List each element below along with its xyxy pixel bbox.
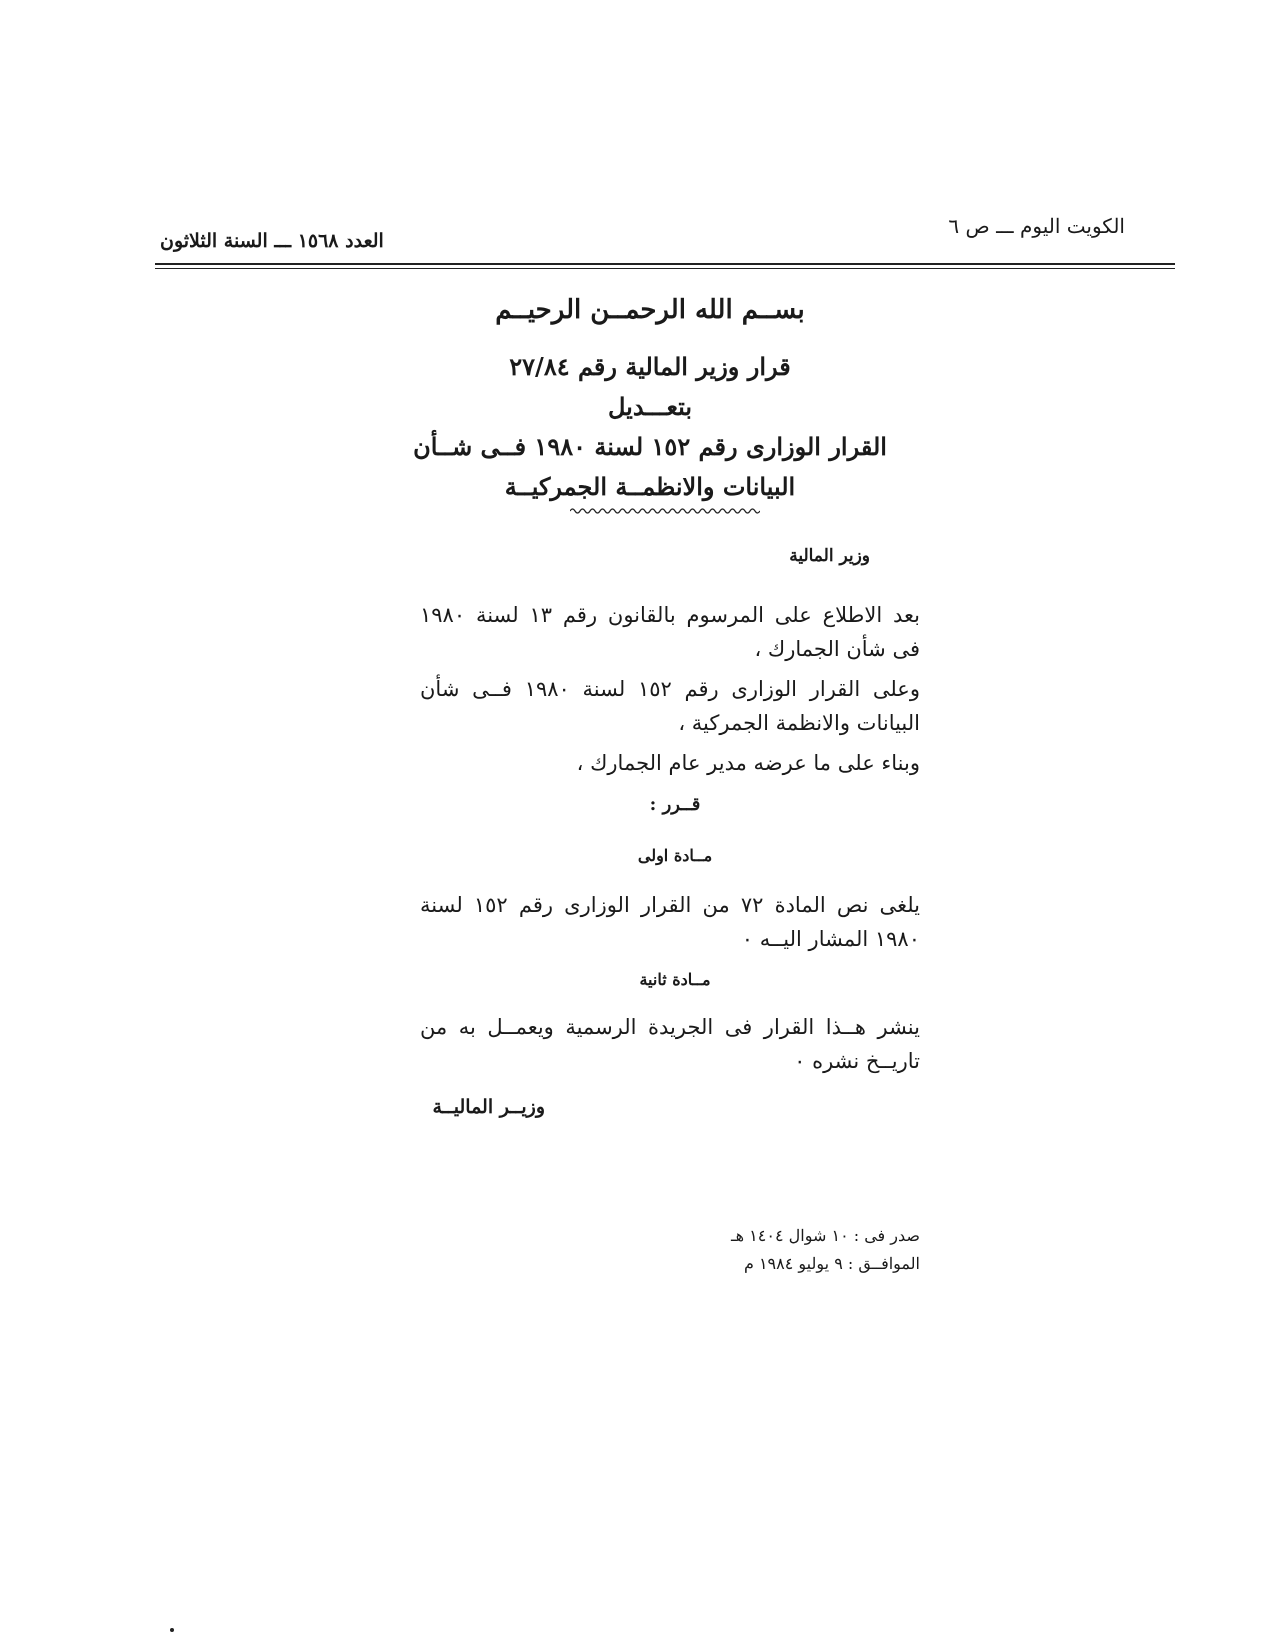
issue-date-hijri: صدر فى : ١٠ شوال ١٤٠٤ هـ	[730, 1226, 920, 1245]
header-issue: العدد ١٥٦٨ ـــ السنة الثلاثون	[160, 230, 384, 252]
header-rule-thin	[155, 268, 1175, 269]
decision-title: قرار وزير المالية رقم ٢٧/٨٤	[509, 352, 791, 381]
scan-speck	[170, 1628, 174, 1632]
article-1-heading: مــادة اولى	[637, 846, 713, 865]
title-wavy-underline	[570, 507, 760, 515]
issue-date-gregorian: الموافــق : ٩ يوليو ١٩٨٤ م	[743, 1254, 920, 1273]
decision-subject-line1: القرار الوزارى رقم ١٥٢ لسنة ١٩٨٠ فــى شــأن	[413, 432, 887, 461]
article-1-text: يلغى نص المادة ٧٢ من القرار الوزارى رقم ١٥٢ لسنة ١٩٨٠ المشار اليــه ٠	[420, 893, 920, 951]
header-rule-thick	[155, 263, 1175, 265]
preamble-paragraph-1: بعد الاطلاع على المرسوم بالقانون رقم ١٣ لسنة ١٩٨٠ فى شأن الجمارك ،	[420, 603, 920, 661]
preamble-paragraph-2: وعلى القرار الوزارى رقم ١٥٢ لسنة ١٩٨٠ فــى شأن البيانات والانظمة الجمركية ،	[420, 677, 920, 735]
minister-heading: وزير المالية	[789, 546, 870, 566]
header-publication: الكويت اليوم ـــ ص ٦	[948, 214, 1125, 238]
article-2-heading: مــادة ثانية	[639, 970, 711, 989]
article-2-text: ينشر هــذا القرار فى الجريدة الرسمية ويعمــل به من تاريــخ نشره ٠	[420, 1015, 920, 1073]
basmala: بســم الله الرحمــن الرحيــم	[495, 295, 805, 325]
decision-subject-line2: البيانات والانظمــة الجمركيــة	[504, 472, 796, 501]
decided-heading: قــرر :	[649, 794, 701, 815]
minister-signature: وزيــر الماليــة	[432, 1096, 545, 1118]
decision-subtitle-amending: بتعـــديل	[607, 392, 693, 421]
preamble-paragraph-3: وبناء على ما عرضه مدير عام الجمارك ،	[576, 751, 920, 775]
